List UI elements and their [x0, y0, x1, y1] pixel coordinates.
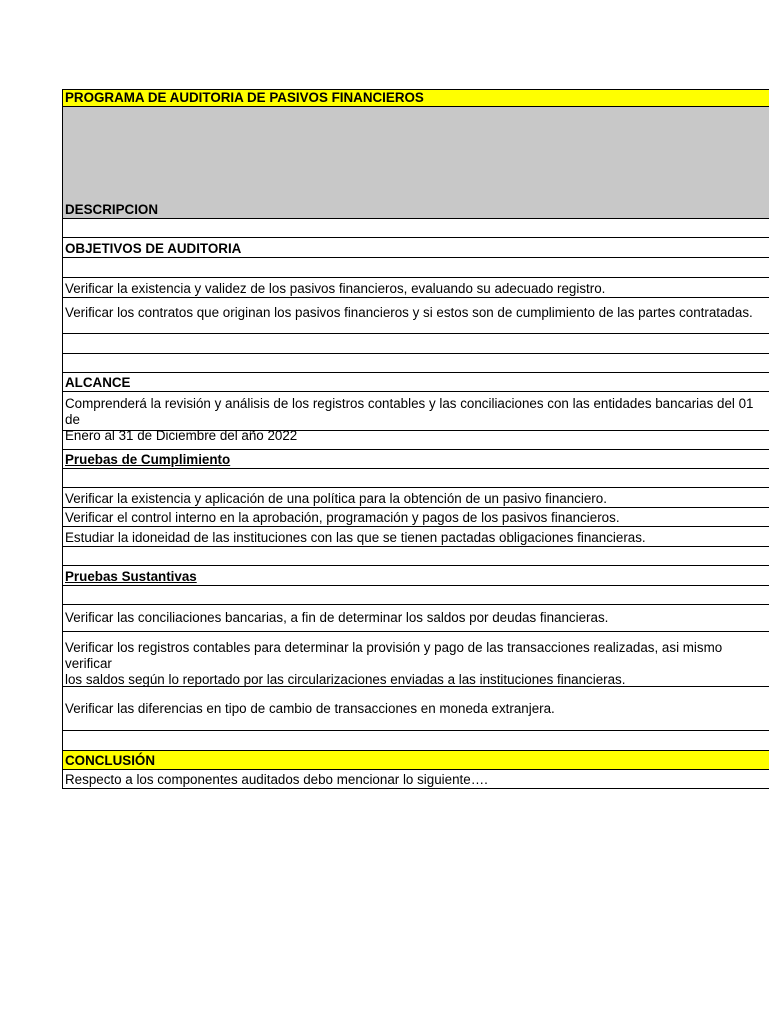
conclusion-heading[interactable] — [63, 751, 769, 770]
substantive-text-2-line-1: Verificar los registros contables para determinar la provisión y pago de las transacciones realizadas, asi mismo verificar — [65, 640, 723, 671]
substantive-text-1: Verificar las conciliaciones bancarias, a fin de determinar los saldos por deudas financieras. — [65, 610, 609, 625]
compliance-text-3: Estudiar la idoneidad de las instituciones con las que se tienen pactadas obligaciones financieras. — [65, 530, 646, 545]
empty-row[interactable] — [63, 354, 769, 373]
compliance-row-2[interactable] — [63, 508, 769, 527]
objective-row-2[interactable] — [63, 298, 769, 334]
substantive-text-2 — [65, 640, 769, 688]
compliance-row-1[interactable] — [63, 488, 769, 508]
scope-text-row[interactable] — [63, 392, 769, 443]
empty-row[interactable] — [63, 586, 769, 605]
empty-row[interactable] — [63, 258, 769, 278]
objective-text-2: Verificar los contratos que originan los pasivos financieros y si estos son de cumplimiento de las partes contratadas. — [65, 304, 753, 320]
empty-row[interactable] — [63, 431, 769, 450]
objectives-heading-text: OBJETIVOS DE AUDITORIA — [65, 241, 242, 256]
empty-row[interactable] — [63, 731, 769, 751]
description-header[interactable] — [63, 107, 769, 219]
empty-row[interactable] — [63, 219, 769, 238]
objectives-heading[interactable] — [63, 238, 769, 258]
substantive-heading: Pruebas Sustantivas — [65, 569, 197, 584]
scope-line-2: Enero al 31 de Diciembre del año 2022 — [65, 428, 298, 443]
substantive-text-3: Verificar las diferencias en tipo de cambio de transacciones en moneda extranjera. — [65, 700, 555, 716]
compliance-text-2: Verificar el control interno en la aprobación, programación y pagos de los pasivos financieros. — [65, 510, 620, 525]
scope-line-1: Comprenderá la revisión y análisis de los registros contables y las conciliaciones con las entidades bancarias del 01 de — [65, 396, 754, 427]
scope-heading[interactable] — [63, 373, 769, 392]
substantive-row-1[interactable] — [63, 605, 769, 632]
compliance-heading: Pruebas de Cumplimiento — [65, 452, 231, 467]
empty-row[interactable] — [63, 334, 769, 354]
substantive-heading-row[interactable] — [63, 566, 769, 586]
compliance-text-1: Verificar la existencia y aplicación de una política para la obtención de un pasivo financiero. — [65, 491, 607, 506]
conclusion-text: Respecto a los componentes auditados debo mencionar lo siguiente…. — [65, 772, 488, 787]
description-header-label: DESCRIPCION — [65, 202, 159, 217]
audit-program-sheet — [62, 89, 769, 789]
scope-heading-text: ALCANCE — [65, 375, 131, 390]
compliance-row-3[interactable] — [63, 527, 769, 547]
substantive-text-2-line-2: los saldos según lo reportado por las circularizaciones enviadas a las instituciones financieras. — [65, 672, 626, 687]
substantive-row-2[interactable] — [63, 632, 769, 687]
objective-row-1[interactable] — [63, 278, 769, 298]
empty-row[interactable] — [63, 469, 769, 488]
substantive-row-3[interactable] — [63, 687, 769, 731]
sheet-title[interactable]: PROGRAMA DE AUDITORIA DE PASIVOS FINANCIEROS — [63, 89, 769, 107]
conclusion-heading-text: CONCLUSIÓN — [65, 753, 156, 768]
compliance-heading-row[interactable] — [63, 450, 769, 469]
objective-text-1: Verificar la existencia y validez de los pasivos financieros, evaluando su adecuado registro. — [65, 281, 606, 296]
empty-row[interactable] — [63, 547, 769, 566]
conclusion-text-row[interactable] — [63, 770, 769, 789]
